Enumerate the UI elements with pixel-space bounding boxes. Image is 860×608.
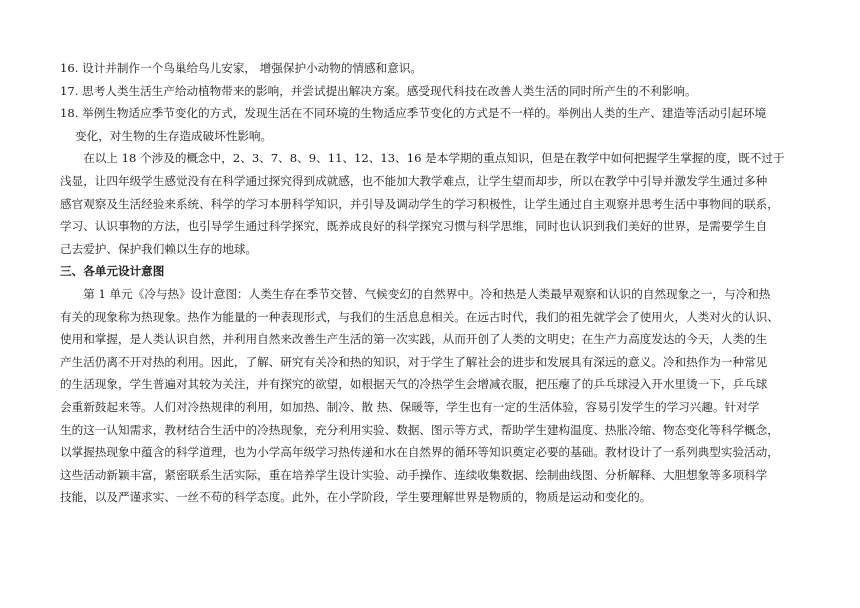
- list-item-18: [60, 102, 800, 147]
- list-item-line: 变化，对生物的生存造成破坏性影响。: [75, 128, 273, 143]
- document-page: [60, 57, 800, 509]
- list-item-17: [60, 80, 800, 103]
- paragraph-line: 产生活仍离不开对热的利用。因此，了解、研究有关冷和热的知识，对于学生了解社会的进步和发展具有深远的意义。冷和热作为一种常见: [60, 354, 768, 369]
- paragraph-line: 技能，以及严谨求实、一丝不苟的科学态度。此外，在小学阶段，学生要理解世界是物质的，物质是运动和变化的。: [60, 490, 652, 505]
- list-item-line: 18. 举例生物适应季节变化的方式，发现生活在不同环境的生物适应季节变化的方式是不一样的。举例出人类的生产、建造等活动引起环境: [60, 106, 767, 121]
- list-item-line: 17. 思考人类生活生产给动植物带来的影响，并尝试提出解决方案。感受现代科技在改善人类生活的同时所产生的不利影响。: [60, 83, 697, 98]
- paragraph-line: 己去爱护、保护我们赖以生存的地球。: [60, 241, 258, 256]
- paragraph-line: 第 1 单元《冷与热》设计意图：人类生存在季节交替、气候变幻的自然界中。冷和热是人类最早观察和认识的自然现象之一，与冷和热: [83, 286, 771, 301]
- paragraph-line: 浅显，让四年级学生感觉没有在科学通过探究得到成就感，也不能加大教学难点，让学生望而却步，所以在教学中引导并激发学生通过多种: [60, 173, 768, 188]
- section-heading: 三、各单元设计意图: [60, 264, 165, 279]
- paragraph-line: 这些活动新颖丰富，紧密联系生活实际，重在培养学生设计实验、动手操作、连续收集数据、绘制曲线图、分析解释、大胆想象等多项科学: [60, 467, 768, 482]
- paragraph-line: 感官观察及生活经验来系统、科学的学习本册科学知识，并引导及调动学生的学习积极性，让学生通过自主观察并思考生活中事物间的联系，: [60, 196, 779, 211]
- paragraph-line: 生的这一认知需求，教材结合生活中的冷热现象，充分利用实验、数据、图示等方式，帮助学生建构温度、热胀冷缩、物态变化等科学概念，: [60, 422, 779, 437]
- paragraph-line: 学习、认识事物的方法，也引导学生通过科学探究，既养成良好的科学探究习惯与科学思维，同时也认识到我们美好的世界，是需要学生自: [60, 219, 768, 234]
- paragraph-line: 使用和掌握，是人类认识自然，并利用自然来改善生产生活的第一次实践，从而开创了人类的文明史；在生产力高度发达的今天，人类的生: [60, 332, 768, 347]
- paragraph-line: 有关的现象称为热现象。热作为能量的一种表现形式，与我们的生活息息相关。在远古时代，我们的祖先就学会了使用火，人类对火的认识、: [60, 309, 779, 324]
- paragraph-line: 的生活现象，学生普遍对其较为关注，并有探究的欲望，如根据天气的冷热学生会增减衣服，把压瘪了的乒乓球浸入开水里烫一下，乒乓球: [60, 377, 768, 392]
- list-item-16: [60, 57, 800, 80]
- list-item-line: 16. 设计并制作一个鸟巢给鸟儿安家， 增强保护小动物的情感和意识。: [60, 61, 423, 75]
- summary-paragraph: [60, 147, 800, 260]
- unit-design-paragraph: [60, 283, 800, 509]
- paragraph-line: 以掌握热现象中蕴含的科学道理，也为小学高年级学习热传递和水在自然界的循环等知识奠定必要的基础。教材设计了一系列典型实验活动，: [60, 445, 779, 460]
- paragraph-line: 会重新鼓起来等。人们对冷热规律的利用，如加热、制冷、散 热、保暖等，学生也有一定的生活体验，容易引发学生的学习兴趣。针对学: [60, 399, 760, 414]
- paragraph-line: 在以上 18 个涉及的概念中，2、3、7、8、9、11、12、13、16 是本学期的重点知识，但是在教学中如何把握学生掌握的度，既不过于: [83, 151, 785, 166]
